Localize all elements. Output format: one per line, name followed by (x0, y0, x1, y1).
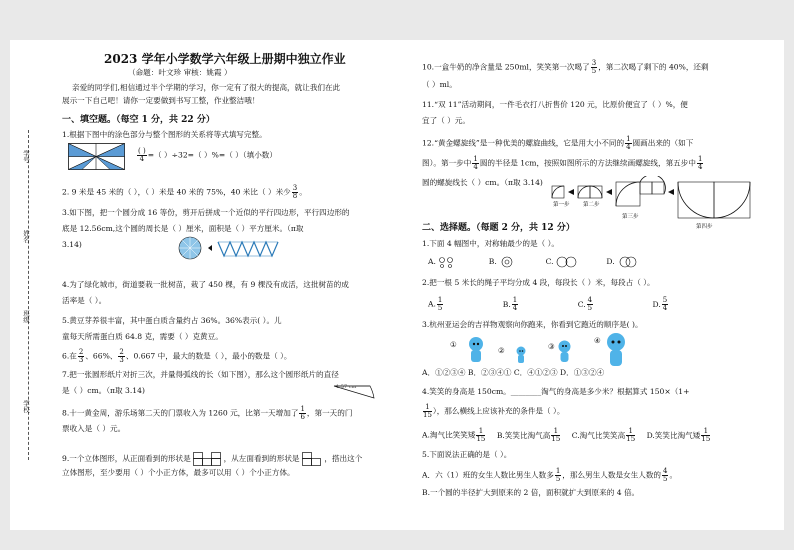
binding-label-school: 学校 (22, 400, 30, 413)
s2-q4-line-1: 4.笑笑的身高是 150cm。________淘气的身高是多少米？根据算式 150×（1+ (422, 387, 690, 396)
q4-line-1: 4.为了绿化城市，街道要栽一批树苗，栽了 450 棵，有 9 棵没有成活，这批树苗的成 (62, 280, 349, 289)
q7-figure-label: 1.57 cm (336, 384, 357, 390)
q1-equation: $\frac{( )}{4}$ =（ ）÷32=（ ）%=（ ）（填小数） (138, 147, 277, 163)
q12-line-1: 12.“黄金螺旋线”是一种优美的螺旋曲线，它是用大小不同的 $\frac{1}{4}$ 圆画出来的（如下 (422, 135, 694, 151)
step-4-label: 第四步 (696, 224, 713, 230)
s2-q1-options: A. B. C. D. (428, 256, 639, 268)
s2-q1-text: 1.下面 4 幅图中，对称轴最少的是（ ）。 (422, 239, 560, 248)
binding-label-class: 班级 (22, 310, 30, 323)
q1-text: 1.根据下图中的涂色部分与整个图形的关系将等式填写完整。 (62, 130, 267, 139)
q11-line-2: 宜了（ ）元。 (422, 116, 470, 125)
q1-fraction: $\frac{( )}{4}$ (138, 147, 146, 163)
q9-line-1: 9.一个立体图形，从正面看到的形状是 ，从左面看到的形状是 ，搭出这个 (62, 452, 362, 466)
mascot-mark-2: ② (498, 346, 505, 355)
step-1-label: 第一步 (553, 202, 570, 208)
option-d-figure (617, 256, 639, 268)
q3-line-1: 3.如下图，把一个圆分成 16 等份，剪开后拼成一个近似的平行四边形，平行四边形的 (62, 208, 350, 217)
mascot-mark-1: ① (450, 340, 457, 349)
q10-line-2: （ ）ml。 (422, 80, 457, 89)
q11-line-1: 11.“双 11”活动期间，一件毛衣打八折售价 120 元，比原价便宜了（ ）%，便 (422, 100, 688, 109)
q12-line-2: 图）。第一步中 $\frac{1}{4}$ 圆的半径是 1cm，按照如图所示的方法继续画螺旋线，第五步中 $\frac{1}{4}$ (422, 155, 703, 171)
option-a-figure (438, 256, 460, 268)
binding-label-student-no: 学号 (22, 150, 30, 163)
s2-q5-option-b: B.一个圆的半径扩大到原来的 2 倍，面积就扩大到原来的 4 倍。 (422, 488, 640, 497)
q6-text: 6.在 $\frac{2}{3}$ 、66%、 $\frac{2}{3}$ 、0.667 中，最大的数是（ ），最小的数是（ ）。 (62, 348, 292, 364)
left-view-figure (302, 452, 322, 466)
q12-line-3: 圆的螺旋线长（ ）cm。（π取 3.14) (422, 178, 543, 187)
section-2-heading: 二、选择题。（每题 2 分，共 12 分） (422, 223, 575, 233)
s2-q3-text: 3.杭州亚运会的吉祥物观察向你跑来，你看到它跑近的顺序是( )。 (422, 320, 643, 329)
step-3-label: 第三步 (622, 214, 639, 220)
s2-q5-text: 5.下面说法正确的是（ ）。 (422, 450, 512, 459)
circle-to-parallelogram-figure (178, 236, 288, 260)
s2-q5-option-a: A．六（1）班的女生人数比男生人数多 $\frac{1}{5}$ ，那么男生人数是女生人数的 $\frac{4}{5}$ 。 (422, 467, 678, 483)
q3-line-2: 底是 12.56cm,这个圆的周长是（ ）厘米，面积是（ ）平方厘米。（π取 (62, 224, 304, 233)
mascot-mark-4: ④ (594, 336, 601, 345)
mascot-mark-3: ③ (548, 342, 555, 351)
s2-q4-line-2: $\frac{1}{15}$ ），那么横线上应该补充的条件是（ ）。 (423, 403, 565, 419)
front-view-figure (193, 452, 221, 466)
byline: （命题：叶文珍 审核：姚霞 ） (128, 68, 232, 77)
q4-line-2: 活率是（ ）。 (62, 296, 107, 305)
q2-text: 2. 9 米是 45 米的（ ），（ ）米是 40 米的 75%，40 米比（ ）米少 $\frac{3}{8}$ 。 (62, 184, 307, 200)
q7-line-2: 是（ ）cm。（π取 3.14) (62, 386, 145, 395)
s2-q4-options: A.淘气比笑笑矮 $\frac{1}{15}$ B.笑笑比淘气高 $\frac{1}{15}$ C.淘气比笑笑高 $\frac{1}{15}$ D.笑笑比淘气矮 $\frac{1}{15}$ (422, 427, 711, 443)
s2-q2-options: A. $\frac{1}{5}$ B. $\frac{1}{4}$ C. $\frac{4}{5}$ D. $\frac{5}{4}$ (428, 296, 668, 312)
golden-spiral-steps-figure (550, 176, 760, 232)
option-c-figure (556, 256, 578, 268)
intro-line-1: 亲爱的同学们,相信通过半个学期的学习，你一定有了很大的提高，就让我们在此 (72, 83, 341, 92)
s2-q3-options: A．①②③④ B．②③④① C．④①②③ D．①③②④ (422, 368, 605, 377)
q10-line-1: 10.一盒牛奶的净含量是 250ml，笑笑第一次喝了 $\frac{3}{5}$ ，第二次喝了剩下的 40%，还剩 (422, 59, 709, 75)
q3-line-3: 3.14) (62, 240, 82, 249)
q8-line-1: 8.十一黄金周，游乐场第二天的门票收入为 1260 元，比第一天增加了 $\frac{1}{6}$ ，第一天的门 (62, 405, 353, 421)
q8-line-2: 票收入是（ ）元。 (62, 424, 126, 433)
section-1-heading: 一、填空题。（每空 1 分，共 22 分） (62, 115, 215, 125)
page-title: 2023 学年小学数学六年级上册期中独立作业 (104, 52, 346, 66)
binding-label-name: 姓名 (22, 230, 30, 243)
q5-line-1: 5.黄豆芽养很丰富，其中蛋白质含量约占 36%。36%表示( ）。儿 (62, 316, 282, 325)
q9-line-2: 立体图形，至少要用（ ）个小正方体，最多可以用（ ）个小正方体。 (62, 468, 295, 477)
q7-line-1: 7.把一张圆形纸片对折三次，并量得弧线的长（如下图），那么这个圆形纸片的直径 (62, 370, 339, 379)
intro-line-2: 展示一下自己吧！请你一定要做到书写工整，作业整洁哦！ (62, 96, 260, 105)
shaded-triangles-figure (68, 143, 126, 171)
s2-q2-text: 2.把一根 5 米长的绳子平均分成 4 段，每段长（ ）米，每段占（ ）。 (422, 278, 655, 287)
q5-line-2: 童每天所需蛋白质 64.8 克，需要（ ）克黄豆。 (62, 332, 223, 341)
option-b-figure (499, 256, 517, 268)
worksheet-page (10, 40, 784, 530)
step-2-label: 第二步 (583, 202, 600, 208)
